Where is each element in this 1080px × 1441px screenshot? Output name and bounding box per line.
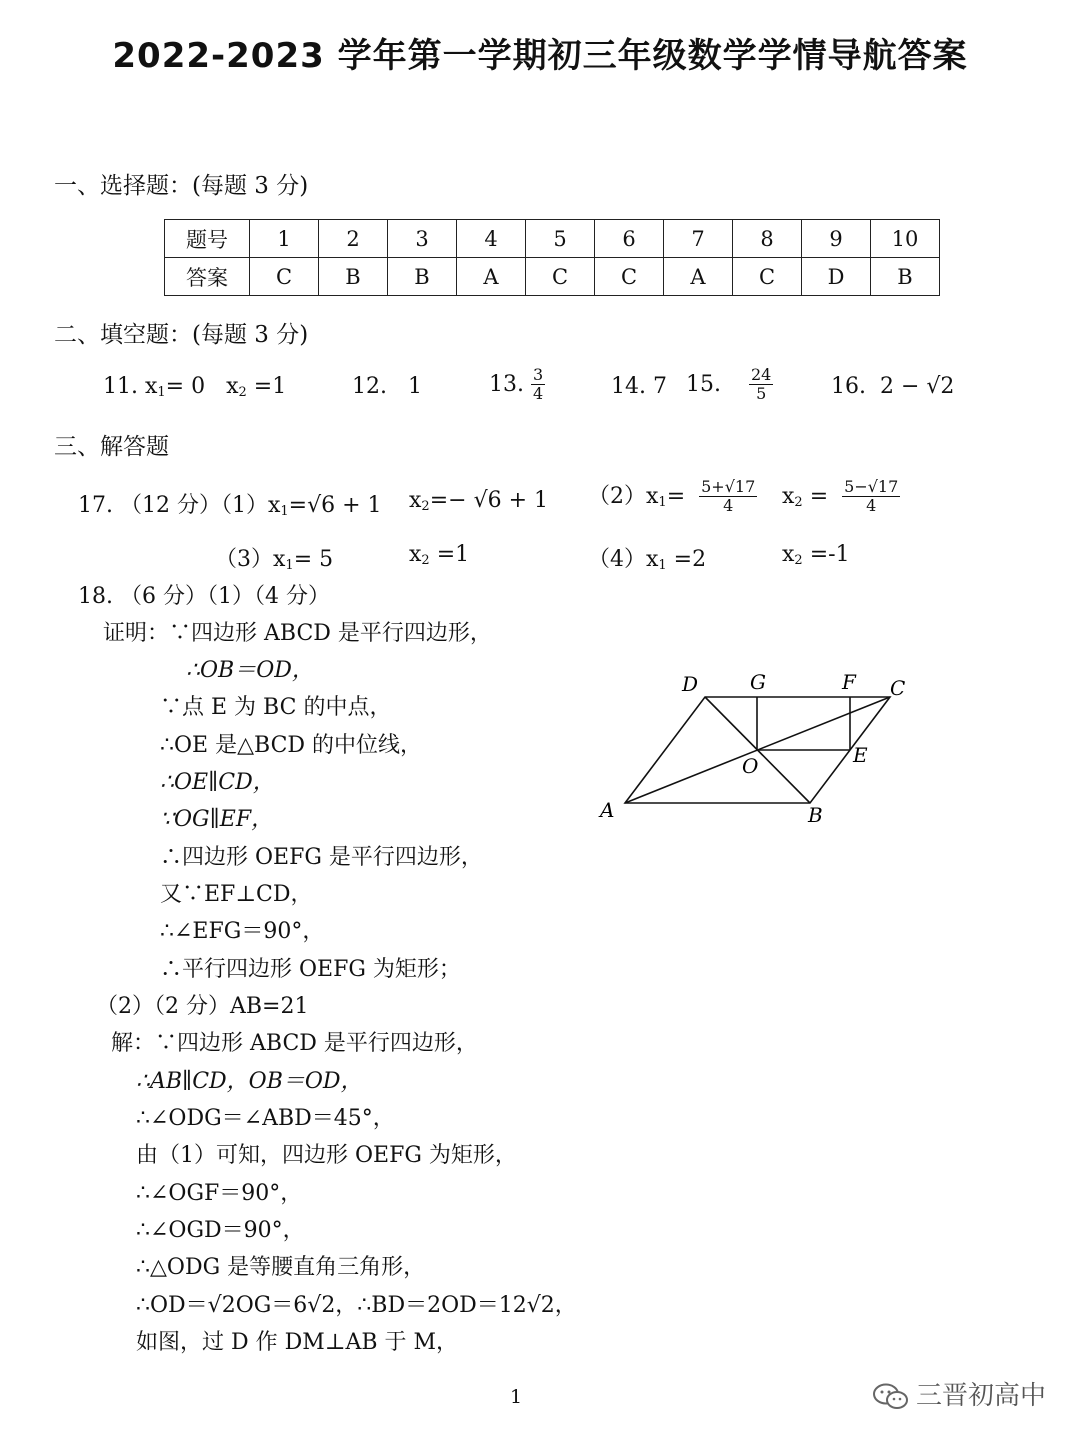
fraction: $\frac{24}{5}$ (750, 365, 772, 404)
proof-line: ∴OE∥CD， (160, 770, 275, 795)
q18-heading: 18. （6 分）（1）（4 分） (78, 584, 330, 609)
table-row-questions (165, 220, 940, 258)
answer-14: 14. 7 (611, 374, 667, 399)
solution-line: ∴△ODG 是等腰直角三角形， (136, 1255, 426, 1280)
q17-line1: 17. （12 分）$(1)x_1=√6 + 1$ (78, 493, 382, 519)
label-a: A (600, 798, 615, 822)
answer-13: 13. $\frac{3}{4}$ (489, 365, 544, 404)
section3-heading: 三、解答题 (54, 434, 169, 460)
solution-line: 由（1）可知，四边形 OEFG 为矩形， (136, 1143, 517, 1168)
q17-part4: $(4)x_1 =2$ (588, 547, 707, 573)
table-cell: 5 (526, 220, 595, 258)
proof-line: ∵点 E 为 BC 的中点， (160, 695, 392, 720)
proof-line: ∴四边形 OEFG 是平行四边形， (160, 845, 483, 870)
fraction: $\frac{5+√17}{4}$ (701, 477, 756, 516)
q17-line1-x2: $x_2=- √6 + 1$ (409, 488, 548, 514)
answer-16: 16. 2 − √2 (831, 374, 955, 399)
table-cell: 3 (388, 220, 457, 258)
table-cell: C (733, 258, 802, 296)
table-cell: 2 (319, 220, 388, 258)
table-cell: A (664, 258, 733, 296)
table-header-answer: 答案 (165, 258, 250, 296)
solution-line: ∴∠ODG＝∠ABD＝45°， (136, 1106, 395, 1131)
q17-part2: $(2)x_1=$ $\frac{5+√17}{4}$ (588, 477, 756, 516)
table-cell: C (250, 258, 319, 296)
table-row-answers (165, 258, 940, 296)
proof-line: ∵OG∥EF， (160, 807, 274, 832)
page-number: 1 (510, 1386, 523, 1408)
answer-12: 12. 1 (352, 374, 422, 399)
table-cell: B (871, 258, 940, 296)
table-cell: A (457, 258, 526, 296)
label-b: B (808, 803, 823, 827)
proof-line: 证明：∵四边形 ABCD 是平行四边形， (103, 621, 492, 646)
answer-15: 15. $\frac{24}{5}$ (686, 365, 772, 404)
table-header-question: 题号 (165, 220, 250, 258)
answer-11: 11. $x_1= 0$ $x_2 =1$ (103, 374, 287, 400)
fraction: $\frac{5-√17}{4}$ (844, 477, 899, 516)
label-c: C (890, 676, 906, 700)
proof-line: ∴平行四边形 OEFG 为矩形； (160, 957, 461, 982)
solution-line: 解：∵四边形 ABCD 是平行四边形， (111, 1031, 478, 1056)
proof-line: 又∵EF⊥CD， (160, 882, 313, 907)
section2-heading: 二、填空题：(每题 3 分) (54, 322, 309, 348)
proof-line: ∴OB＝OD， (186, 658, 314, 683)
label-g: G (750, 670, 766, 694)
watermark: 三晋初高中 (872, 1375, 1046, 1412)
q17-part4-x2: $x_2 =-1$ (782, 542, 850, 568)
proof-line: ∴OE 是△BCD 的中位线， (160, 733, 423, 758)
q17-part3-x2: $x_2 =1$ (409, 542, 470, 568)
page-title: 2022-2023 学年第一学期初三年级数学学情导航答案 (112, 36, 968, 76)
table-cell: 1 (250, 220, 319, 258)
table-cell: C (526, 258, 595, 296)
label-d: D (682, 672, 699, 696)
solution-line: ∴∠OGD＝90°， (136, 1218, 305, 1243)
label-f: F (842, 670, 856, 694)
q17-part3: $(3)x_1= 5$ (215, 547, 334, 573)
section1-heading: 一、选择题：(每题 3 分) (54, 173, 309, 199)
table-cell: D (802, 258, 871, 296)
solution-line: ∴OD＝√2OG＝6√2，∴BD＝2OD＝12√2， (136, 1293, 577, 1318)
parallelogram-figure (590, 665, 920, 835)
solution-line: ∴∠OGF＝90°， (136, 1181, 303, 1206)
label-o: O (742, 754, 759, 778)
table-cell: B (319, 258, 388, 296)
solution-line: 如图，过 D 作 DM⊥AB 于 M， (136, 1330, 459, 1355)
part2-heading: （2）（2 分）AB=21 (96, 994, 309, 1019)
wechat-icon (872, 1382, 910, 1412)
table-cell: 6 (595, 220, 664, 258)
q17-part2-x2: $x_2$ = $\frac{5-√17}{4}$ (782, 477, 899, 516)
proof-line: ∴∠EFG＝90°， (160, 919, 325, 944)
table-cell: 8 (733, 220, 802, 258)
table-cell: 10 (871, 220, 940, 258)
table-cell: 4 (457, 220, 526, 258)
table-cell: C (595, 258, 664, 296)
fraction: $\frac{3}{4}$ (533, 365, 544, 404)
solution-line: ∴AB∥CD，OB＝OD， (136, 1069, 363, 1094)
table-cell: 7 (664, 220, 733, 258)
label-e: E (853, 743, 868, 767)
answer-table (164, 219, 940, 296)
table-cell: 9 (802, 220, 871, 258)
table-cell: B (388, 258, 457, 296)
